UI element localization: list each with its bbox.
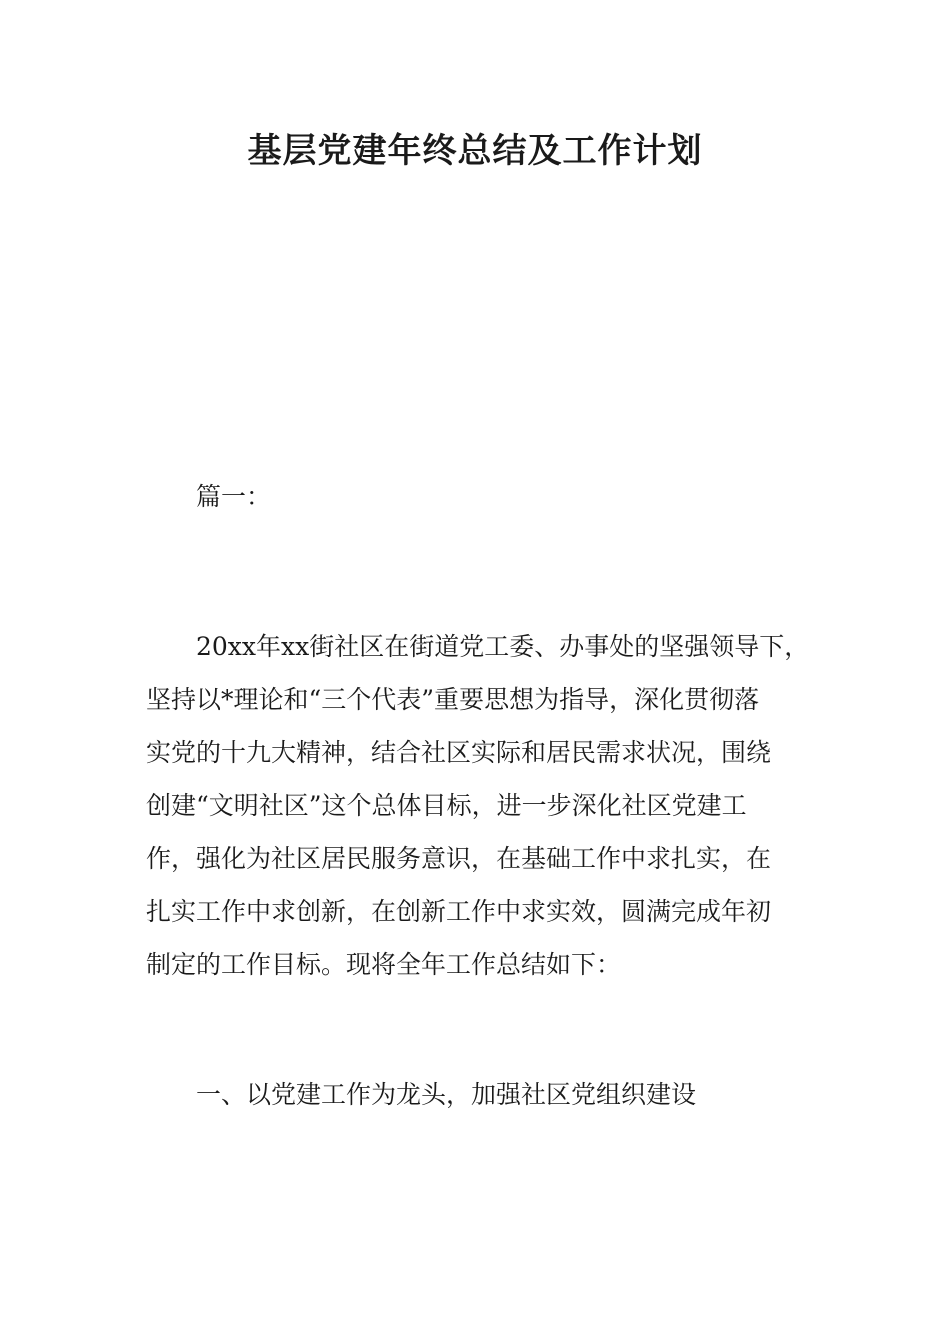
paragraph-line: 扎实工作中求创新，在创新工作中求实效，圆满完成年初 <box>146 897 772 926</box>
paragraph-line: 作，强化为社区居民服务意识，在基础工作中求扎实，在 <box>146 844 772 873</box>
document-title: 基层党建年终总结及工作计划 <box>247 131 703 171</box>
intro-paragraph <box>146 630 846 1001</box>
paragraph-line: 20xx年xx街社区在街道党工委、办事处的坚强领导下， <box>196 632 810 661</box>
paragraph-line: 实党的十九大精神，结合社区实际和居民需求状况，围绕 <box>146 738 772 767</box>
paragraph-line: 坚持以*理论和“三个代表”重要思想为指导，深化贯彻落 <box>146 685 760 714</box>
paragraph-line: 创建“文明社区”这个总体目标，进一步深化社区党建工 <box>146 791 747 820</box>
section-heading: 一、以党建工作为龙头，加强社区党组织建设 <box>196 1080 697 1109</box>
paragraph-line: 制定的工作目标。现将全年工作总结如下： <box>146 950 622 979</box>
part-label: 篇一： <box>196 482 272 511</box>
